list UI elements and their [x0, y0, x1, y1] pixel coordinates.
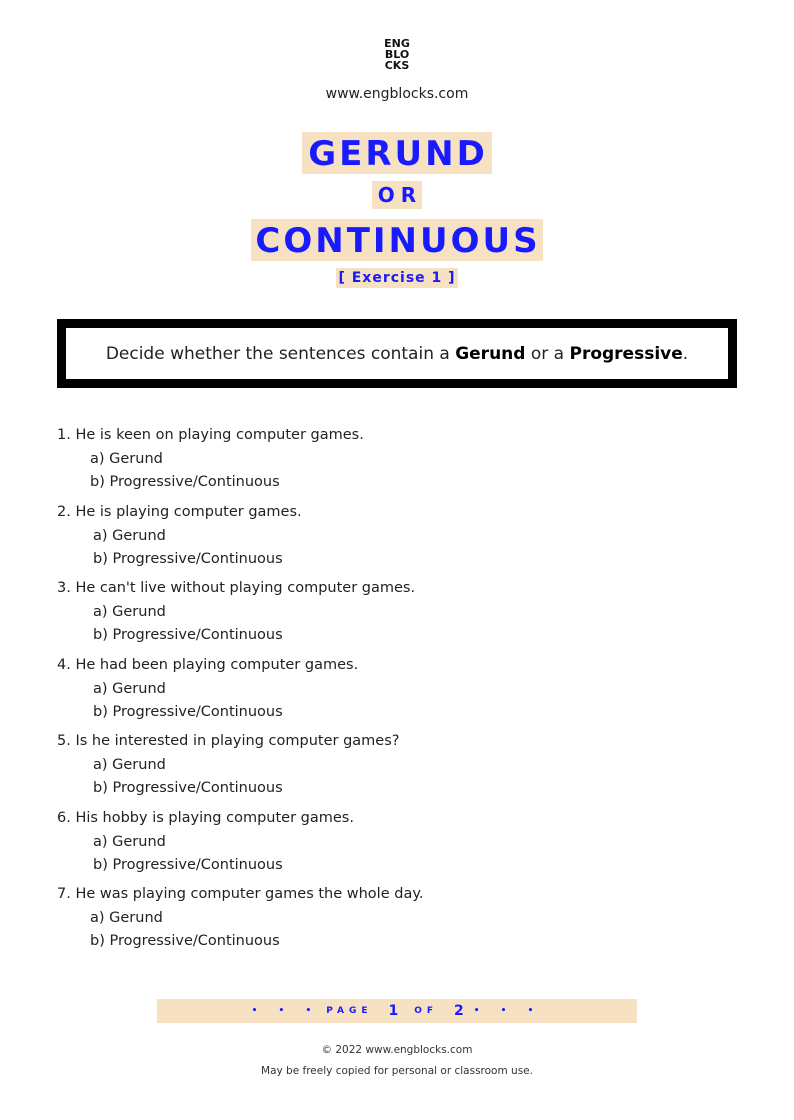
option-a: a) Gerund: [93, 757, 166, 773]
instruction-middle: or a: [525, 343, 570, 364]
option-a: a) Gerund: [93, 604, 166, 620]
question-item: [57, 502, 737, 579]
pager-of-word: OF: [414, 1006, 439, 1016]
question-text: 4. He had been playing computer games.: [57, 656, 359, 673]
footer-copyright: © 2022 www.engblocks.com: [321, 1044, 473, 1056]
instruction-term-progressive: Progressive: [569, 343, 683, 364]
question-text: 2. He is playing computer games.: [57, 503, 302, 520]
question-text: 6. His hobby is playing computer games.: [57, 809, 354, 826]
exercise-label-line: [0, 267, 794, 288]
option-a: a) Gerund: [93, 527, 166, 544]
question-list: [57, 425, 737, 961]
option-a: a) Gerund: [93, 680, 166, 697]
logo-line-2: BLO: [384, 48, 410, 61]
title-or: OR: [372, 181, 422, 209]
instruction-prefix: Decide whether the sentences contain a: [105, 343, 456, 364]
title-line-1: [0, 132, 794, 174]
option-b: b) Progressive/Continuous: [93, 550, 283, 567]
instruction-text: [106, 344, 688, 364]
engblocks-logo: [0, 38, 794, 71]
instruction-suffix: .: [682, 343, 689, 364]
option-b: b) Progressive/Continuous: [93, 856, 283, 873]
question-item: [57, 655, 737, 732]
question-item: [57, 578, 737, 655]
title-gerund: GERUND: [302, 132, 492, 174]
question-text: 1. He is keen on playing computer games.: [57, 427, 364, 443]
option-b: b) Progressive/Continuous: [90, 933, 280, 949]
question-text: 3. He can't live without playing computer games.: [57, 580, 416, 596]
pager-total-pages: 2: [454, 1003, 464, 1019]
question-item: [57, 731, 737, 808]
instruction-box: [57, 319, 737, 388]
option-a: a) Gerund: [93, 833, 166, 850]
question-text: 7. He was playing computer games the whole day.: [57, 886, 424, 902]
option-b: b) Progressive/Continuous: [93, 703, 283, 720]
pager-dots-right: • • •: [473, 1006, 543, 1016]
question-text: 5. Is he interested in playing computer games?: [57, 733, 400, 749]
exercise-label: [ Exercise 1 ]: [338, 270, 456, 286]
footer-usage-note: May be freely copied for personal or classroom use.: [261, 1065, 533, 1077]
option-b: b) Progressive/Continuous: [93, 780, 283, 796]
question-item: [57, 425, 737, 502]
option-b: b) Progressive/Continuous: [90, 474, 280, 490]
option-a: a) Gerund: [90, 451, 163, 467]
option-a: a) Gerund: [90, 910, 163, 926]
question-item: [57, 884, 737, 961]
title-line-3: [0, 219, 794, 261]
title-line-2: [0, 181, 794, 209]
site-url[interactable]: www.engblocks.com: [325, 86, 469, 102]
title-continuous: CONTINUOUS: [251, 219, 542, 261]
logo-line-3: CKS: [384, 59, 410, 72]
page-indicator: [157, 999, 637, 1023]
pager-dots-left: • • •: [251, 1006, 321, 1016]
option-b: b) Progressive/Continuous: [93, 627, 283, 643]
question-item: [57, 808, 737, 885]
pager-current-page: 1: [388, 1003, 399, 1019]
logo-line-1: ENG: [384, 37, 410, 50]
instruction-term-gerund: Gerund: [455, 343, 526, 364]
pager-page-word: PAGE: [326, 1006, 373, 1016]
